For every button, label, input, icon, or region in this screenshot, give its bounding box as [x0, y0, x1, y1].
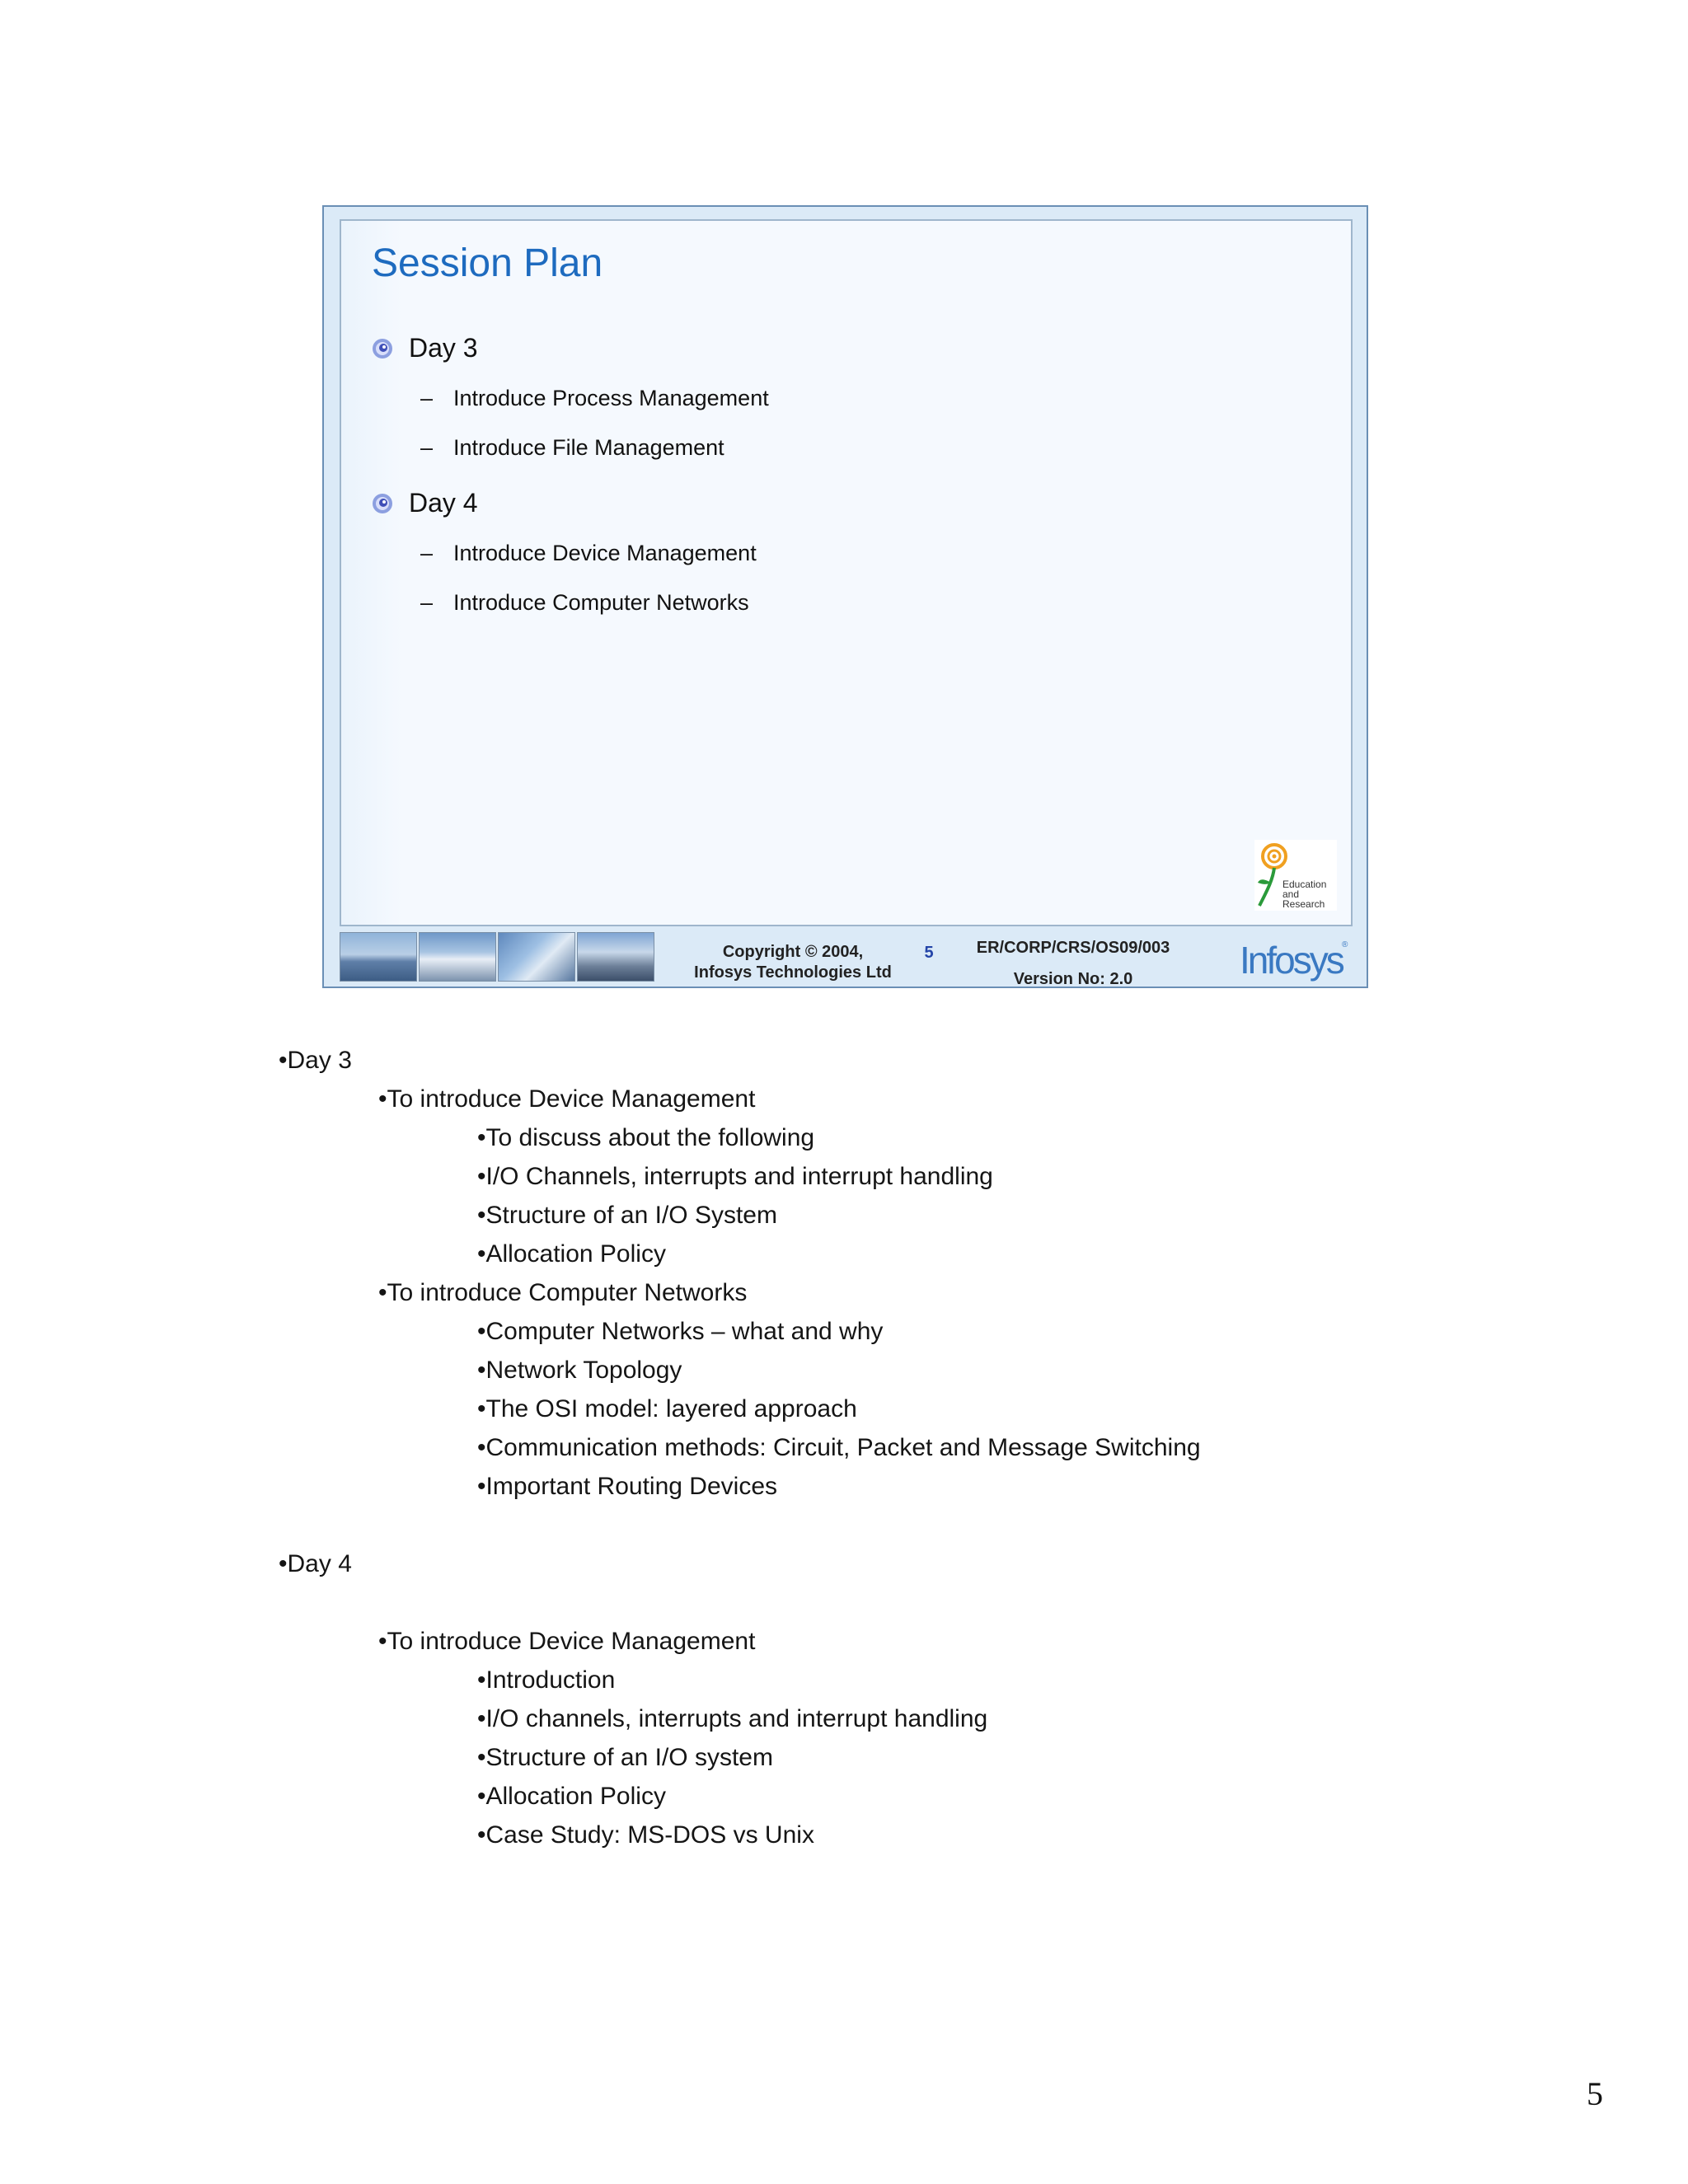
- slide-sub-item: – Introduce Computer Networks: [420, 590, 749, 615]
- notes-item: •To discuss about the following: [477, 1124, 815, 1151]
- infosys-logo-icon: [1236, 935, 1352, 982]
- svg-text:and: and: [1282, 888, 1300, 900]
- notes-heading: •To introduce Device Management: [378, 1628, 756, 1655]
- notes-item: •Introduction: [477, 1666, 616, 1694]
- notes-item: •Structure of an I/O System: [477, 1202, 777, 1229]
- notes-item: •Allocation Policy: [477, 1240, 666, 1268]
- document-reference: ER/CORP/CRS/OS09/003 Version No: 2.0: [976, 939, 1170, 988]
- notes-item: •Network Topology: [477, 1357, 682, 1384]
- campus-photo-3: [498, 932, 575, 982]
- slide-frame: [322, 205, 1368, 988]
- notes-day4-label: •Day 4: [279, 1550, 352, 1577]
- svg-text:Infosys: Infosys: [1240, 939, 1343, 982]
- notes-item: •Case Study: MS-DOS vs Unix: [477, 1821, 814, 1849]
- slide-content: [340, 219, 1353, 926]
- notes-day3-label: •Day 3: [279, 1047, 352, 1074]
- campus-photo-2: [419, 932, 496, 982]
- notes-item: •Communication methods: Circuit, Packet and Message Switching: [477, 1434, 1201, 1461]
- swirl-bullet-icon: [371, 492, 394, 515]
- notes-item: •Allocation Policy: [477, 1783, 666, 1810]
- slide-title: Session Plan: [372, 241, 603, 285]
- notes-item: •Important Routing Devices: [477, 1473, 777, 1500]
- notes-heading: •To introduce Device Management: [378, 1085, 756, 1113]
- education-research-logo-icon: [1254, 840, 1337, 911]
- svg-text:Research: Research: [1282, 898, 1325, 910]
- slide-bullet-day3: [371, 333, 478, 363]
- notes-item: •Structure of an I/O system: [477, 1744, 773, 1771]
- slide-bullet-label: Day 4: [409, 488, 478, 518]
- notes-item: •I/O Channels, interrupts and interrupt handling: [477, 1163, 993, 1190]
- slide-sub-item: – Introduce Device Management: [420, 541, 757, 565]
- slide-bullet-label: Day 3: [409, 333, 478, 363]
- swirl-bullet-icon: [371, 337, 394, 360]
- slide-bullet-day4: [371, 488, 478, 518]
- slide-footer: [340, 932, 1353, 988]
- notes-item: •Computer Networks – what and why: [477, 1318, 884, 1345]
- slide-sub-item: – Introduce File Management: [420, 435, 724, 460]
- campus-photo-4: [577, 932, 654, 982]
- copyright-text: Copyright © 2004, Infosys Technologies Ltd: [694, 943, 892, 982]
- notes-item: •The OSI model: layered approach: [477, 1395, 857, 1422]
- notes-heading: •To introduce Computer Networks: [378, 1279, 748, 1306]
- svg-text:Education: Education: [1282, 879, 1327, 890]
- slide-sub-item: – Introduce Process Management: [420, 386, 769, 410]
- notes-item: •I/O channels, interrupts and interrupt handling: [477, 1705, 988, 1732]
- page-number: 5: [1587, 2075, 1603, 2112]
- slide-number: 5: [924, 944, 934, 962]
- svg-text:®: ®: [1342, 940, 1348, 949]
- campus-photo-1: [340, 932, 417, 982]
